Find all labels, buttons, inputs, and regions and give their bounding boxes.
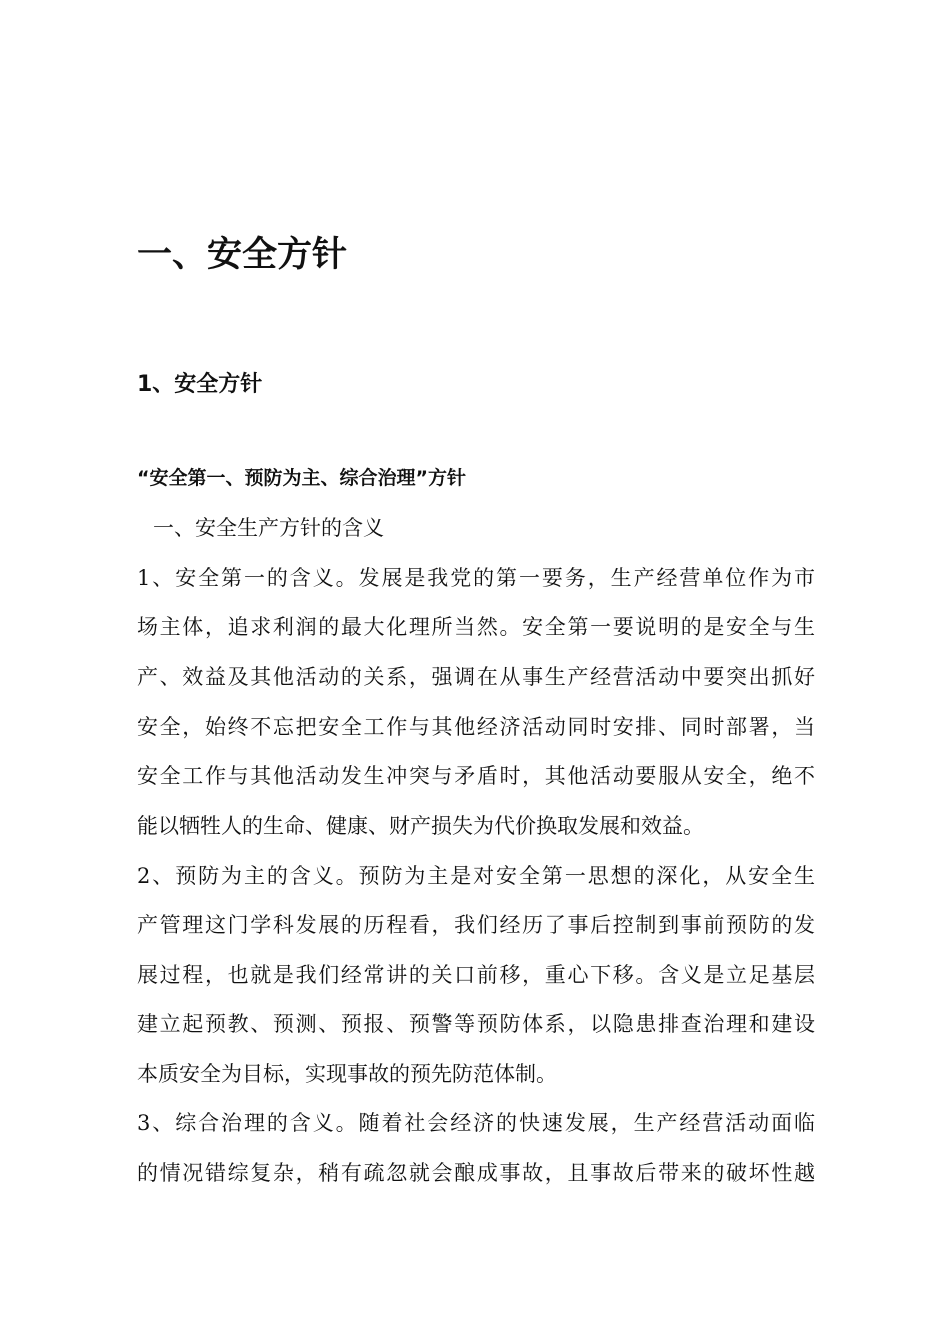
paragraph-line: 安全，始终不忘把安全工作与其他经济活动同时安排、同时部署，当: [137, 715, 815, 739]
paragraph-line: 展过程，也就是我们经常讲的关口前移，重心下移。含义是立足基层: [137, 963, 815, 987]
paragraph-line: 场主体，追求利润的最大化理所当然。安全第一要说明的是安全与生: [137, 615, 815, 639]
paragraph-line: 建立起预教、预测、预报、预警等预防体系，以隐患排查治理和建设: [137, 1012, 815, 1036]
section-heading: 1、安全方针: [137, 372, 263, 397]
chapter-heading: 一、安全方针: [137, 235, 348, 275]
paragraph-line: 能以牺牲人的生命、健康、财产损失为代价换取发展和效益。: [137, 814, 704, 838]
paragraph-line: 安全工作与其他活动发生冲突与矛盾时，其他活动要服从安全，绝不: [137, 764, 815, 788]
paragraph-line: 3、综合治理的含义。随着社会经济的快速发展，生产经营活动面临: [137, 1111, 815, 1135]
paragraph-line: 本质安全为目标，实现事故的预先防范体制。: [137, 1062, 557, 1086]
policy-title: “安全第一、预防为主、综合治理”方针: [137, 467, 466, 489]
paragraph-line: 的情况错综复杂，稍有疏忽就会酿成事故，且事故后带来的破坏性越: [137, 1161, 815, 1185]
paragraph-line: 1、安全第一的含义。发展是我党的第一要务，生产经营单位作为市: [137, 566, 815, 590]
paragraph-line: 产管理这门学科发展的历程看，我们经历了事后控制到事前预防的发: [137, 913, 815, 937]
subsection-heading: 一、安全生产方针的含义: [153, 516, 384, 540]
paragraph-line: 2、预防为主的含义。预防为主是对安全第一思想的深化，从安全生: [137, 864, 815, 888]
paragraph-line: 产、效益及其他活动的关系，强调在从事生产经营活动中要突出抓好: [137, 665, 815, 689]
